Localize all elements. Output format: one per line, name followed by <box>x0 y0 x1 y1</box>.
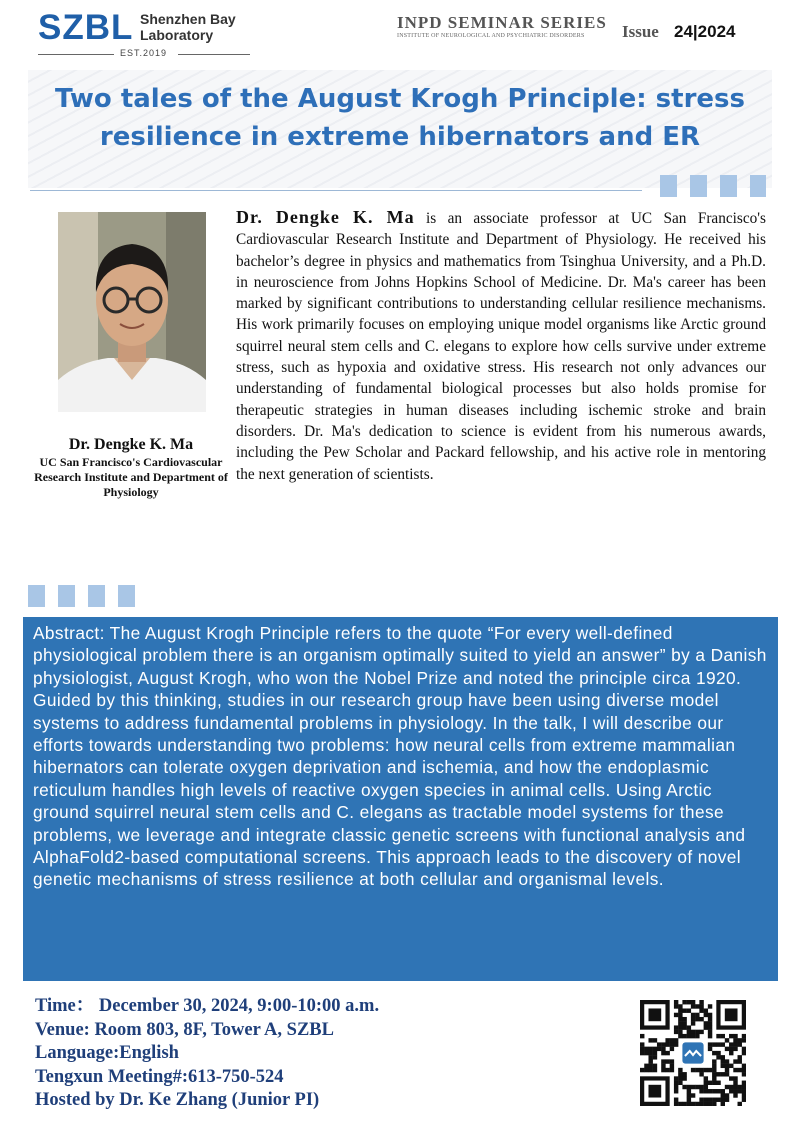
seminar-series <box>397 14 615 40</box>
abstract-box <box>23 617 778 981</box>
series-title: INPD SEMINAR SERIES <box>397 13 607 32</box>
page-title: Two tales of the August Krogh Principle: stress resilience in extreme hibernators and ER <box>55 84 745 152</box>
accent-square <box>28 585 45 607</box>
logo-mark: SZBL <box>38 8 134 47</box>
accent-square <box>660 175 677 197</box>
accent-square <box>750 175 766 197</box>
meeting-app-logo-icon <box>682 1042 703 1063</box>
logo-name-line1: Shenzhen Bay <box>140 11 236 27</box>
event-meeting-id: Tengxun Meeting#:613-750-524 <box>35 1066 284 1087</box>
accent-square <box>690 175 707 197</box>
speaker-caption <box>20 435 242 500</box>
bio-text: is an associate professor at UC San Francisco's Cardiovascular Research Institute and Department of Physiology. He received his bachelor’s degree in physics and mathematics from Tsinghua University, and a Ph.D. in neuroscience from Johns Hopkins School of Medicine. Dr. Ma's career has been marked by significant contributions to understanding cellular resilience mechanisms. His work primarily focuses on employing unique model organisms like Arctic ground squirrel neural stem cells and C. elegans to explore how cells survive under extreme stress, such as hypoxia and oxidative stress. His research not only advances our understanding of fundamental biological processes but also holds promise for therapeutic strategies in human diseases including ischemic stroke and brain disorders. Dr. Ma's dedication to science is evident from his numerous awards, including the Pew Scholar and Packard fellowship, and his active role in mentoring the next generation of scientists. <box>236 210 766 483</box>
logo-name-line2: Laboratory <box>140 27 214 43</box>
speaker-bio <box>236 207 766 485</box>
speaker-portrait-icon <box>58 212 206 412</box>
logo-divider-left <box>38 54 114 55</box>
speaker-name: Dr. Dengke K. Ma <box>68 436 194 453</box>
series-subtitle: INSTITUTE OF NEUROLOGICAL AND PSYCHIATRIC DISORDERS <box>397 33 585 39</box>
speaker-photo <box>58 212 206 412</box>
event-language: Language:English <box>35 1043 179 1063</box>
event-venue: Venue: Room 803, 8F, Tower A, SZBL <box>35 1019 334 1040</box>
szbl-logo <box>38 8 253 58</box>
abstract-text: Abstract: The August Krogh Principle refers to the quote “For every well-defined physiological problem there is an organism optimally suited to yield an answer” by a Danish physiologist, August Krogh, who won the Nobel Prize and noted the principle circa 1920. Guided by this thinking, studies in our research group have been using diverse model systems to address fundamental problems in physiology. In the talk, I will describe our efforts towards understanding two problems: how neural cells from extreme mammalian hibernators can tolerate oxygen deprivation and ischemia, and how the endoplasmic reticulum handles high levels of reactive oxygen species in animal cells. Using Arctic ground squirrel neural stem cells and C. elegans as tractable model systems for these problems, we leverage and integrate classic genetic screens with functional analysis and AlphaFold2-based computational screens. This approach leads to the discovery of novel genetic mechanisms of stress resilience at both cellular and organismal levels. <box>33 623 767 890</box>
issue-label: Issue <box>622 22 659 41</box>
accent-square <box>88 585 105 607</box>
event-host: Hosted by Dr. Ke Zhang (Junior PI) <box>35 1090 320 1110</box>
qr-code-icon[interactable] <box>640 1000 746 1106</box>
speaker-affiliation: UC San Francisco's Cardiovascular Research Institute and Department of Physiology <box>34 455 228 499</box>
event-time: Time： December 30, 2024, 9:00-10:00 a.m. <box>35 996 380 1016</box>
accent-square <box>118 585 135 607</box>
event-details <box>35 995 595 1113</box>
logo-est: EST.2019 <box>120 48 168 58</box>
logo-name <box>140 11 260 43</box>
issue-number: 24|2024 <box>674 22 736 41</box>
qr-code-graphic <box>640 1000 746 1106</box>
title-rule <box>30 190 642 191</box>
accent-square <box>58 585 75 607</box>
accent-square <box>720 175 737 197</box>
bio-speaker-name: Dr. Dengke K. Ma <box>236 207 415 227</box>
logo-divider-right <box>178 54 250 55</box>
